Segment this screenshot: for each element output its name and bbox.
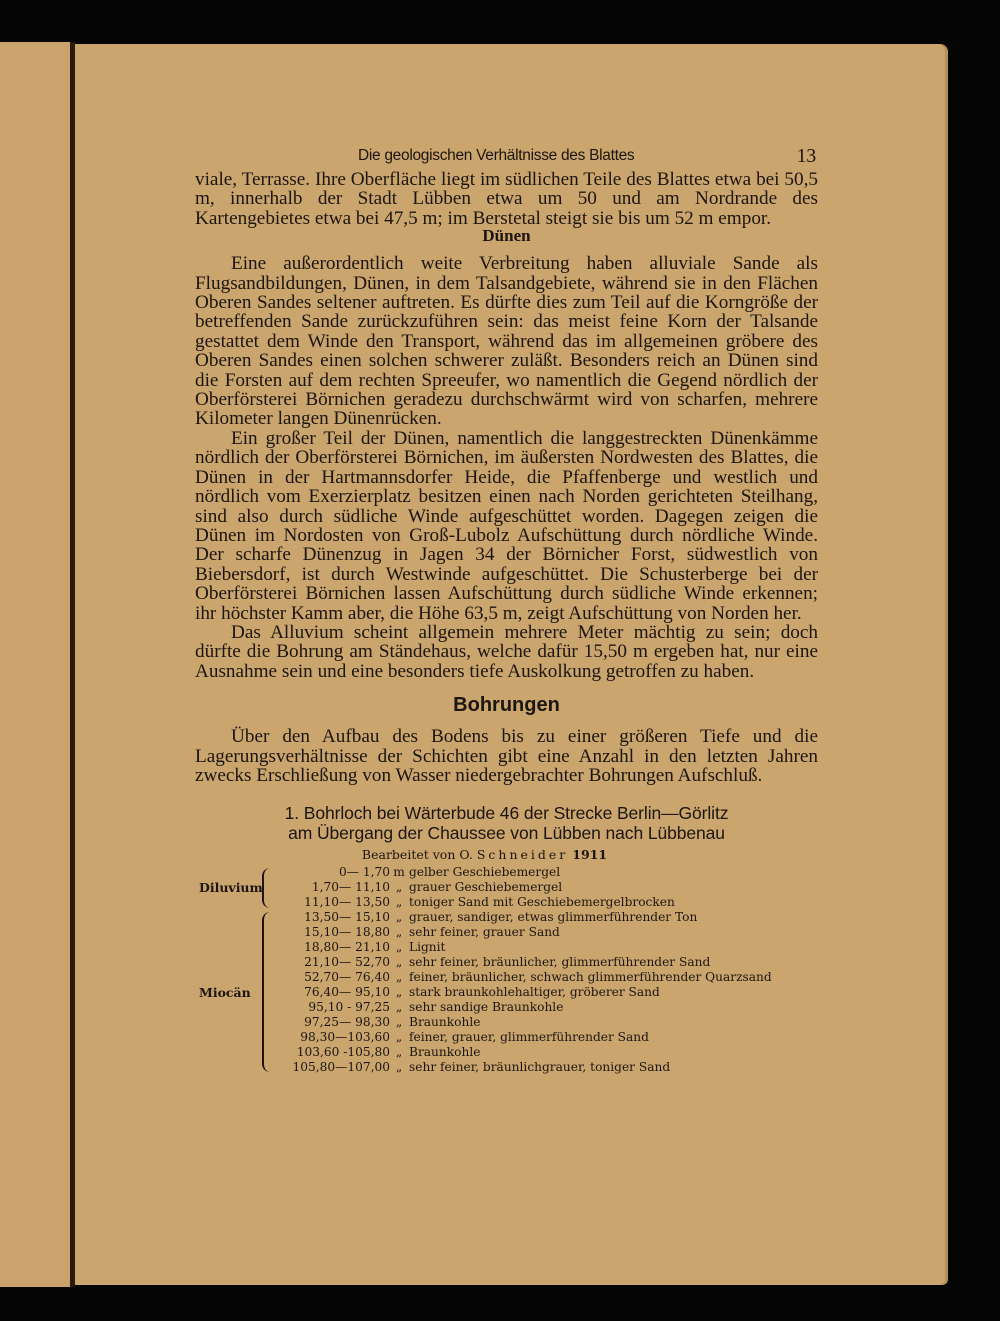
section-heading-duenen: Dünen: [482, 226, 531, 246]
paragraph-terrace: viale, Terrasse. Ihre Oberfläche liegt im südlichen Teile des Blattes etwa bei 50,5 m, innerhalb der Stadt Lübben etwa um 50 und am Nordrande des Kartengebietes etwa bei 47,5 m; im Berstetal steigt sie bis um 52 m empor.: [195, 169, 818, 229]
paragraph-bohrungen-intro: Über den Aufbau des Bodens bis zu einer größeren Tiefe und die Lagerungsverhältnisse der Schichten gibt eine Anzahl in den letzten Jahren zwecks Erschließung von Wasser niedergebrachter Bohrungen Aufschluß.: [195, 726, 818, 786]
strata-table: Diluvium Miocän 0— 1,70 m gelber Geschiebemergel 1,70— 11,10 „ grauer Geschiebemergel 11,10— 13,50 „ toniger Sand mit Geschiebemergelbrocken 13,50— 15,10 „ grauer, sandiger, etwas glimmerführender Ton 15,10— 18,80 „ sehr feiner, grauer Sand 18,80— 21,10 „ Lignit 21,10— 52,70 „ sehr feiner, bräunlicher, glimmerführender Sand 52,70— 76,40 „ feiner, bräunlicher, schwach glimmerführender Quarzsand 76,40— 95,10 „ stark braunkohlehaltiger, gröberer Sand 95,10 - 97,25 „ sehr sandige Braunkohle 97,25— 98,30 „ Braunkohle 98,30—103,60 „ feiner, grauer, glimmerführender Sand 103,60 -105,80 „ Braunkohle 105,80—107,00 „ sehr feiner, bräunlichgrauer, toniger Sand: [199, 865, 772, 1075]
section-heading-bohrungen: Bohrungen: [453, 694, 560, 717]
left-page-edge: [0, 42, 72, 1287]
paragraph-duenen-wind: Ein großer Teil der Dünen, namentlich die langgestreckten Dünenkämme nördlich der Oberförsterei Börnichen, im äußersten Nordwesten des Blattes, die Dünen in der Hartmannsdorfer Heide, die Pfaffenberge und westlich und nördlich vom Exerzierplatz besitzen einen nach Norden gerichteten Steilhang, sind also durch südliche Winde aufgeschüttet worden. Dagegen zeigen die Dünen im Nordosten von Groß-Lubolz Aufschüttung durch nördliche Winde. Der scharfe Dünenzug in Jagen 34 der Börnicher Forst, südwestlich von Biebersdorf, ist durch Westwinde aufgeschüttet. Die Schusterberge bei der Oberförsterei Börnichen lassen Aufschüttung durch südliche Winde erkennen; ihr höchster Kamm aber, die Höhe 63,5 m, zeigt Aufschüttung von Norden her.: [195, 427, 818, 624]
credit-year: 1911: [572, 847, 608, 863]
group-label-diluvium: Diluvium: [199, 880, 263, 896]
borehole-credit: [173, 847, 796, 863]
paragraph-duenen-distribution: Eine außerordentlich weite Verbreitung haben alluviale Sande als Flugsandbildungen, Dünen, in dem Talsandgebiete, während sie in den Flächen Oberen Sandes seltener auftreten. Es dürfte dies zum Teil auf die Korngröße der betreffenden Sande zurückzuführen sein: das meist feine Korn der Talsande gestattet dem Winde den Transport, während das im allgemeinen gröbere des Oberen Sandes einen solchen schwerer zuläßt. Besonders reich an Dünen sind die Forsten auf dem rechten Spreeufer, wo namentlich die Gegend nördlich der Oberförsterei Börnichen geradezu durchschwärmt wird von scharfen, mehrere Kilometer langen Dünenrücken.: [195, 253, 818, 430]
brace-miocaen: [262, 912, 276, 1072]
paragraph-alluvium: Das Alluvium scheint allgemein mehrere Meter mächtig zu sein; doch dürfte die Bohrung am Ständehaus, welche dafür 15,50 m ergeben hat, nur eine Ausnahme sein und eine besonders tiefe Auskolkung getroffen zu haben.: [195, 621, 818, 682]
borehole-title: [195, 803, 818, 843]
running-head: [195, 140, 818, 170]
credit-name: Schneider: [476, 847, 569, 863]
brace-diluvium: [262, 868, 276, 908]
running-head-title: Die geologischen Verhältnisse des Blattes: [358, 147, 635, 164]
credit-prefix: Bearbeitet von O.: [361, 847, 473, 863]
borehole-title-line-1: 1. Bohrloch bei Wärterbude 46 der Strecke Berlin—Görlitz: [284, 803, 729, 824]
borehole-title-line-2: am Übergang der Chaussee von Lübben nach Lübbenau: [288, 823, 725, 844]
page-content: [195, 140, 818, 1075]
group-label-miocaen: Miocän: [199, 985, 251, 1001]
page-number: 13: [796, 145, 816, 167]
